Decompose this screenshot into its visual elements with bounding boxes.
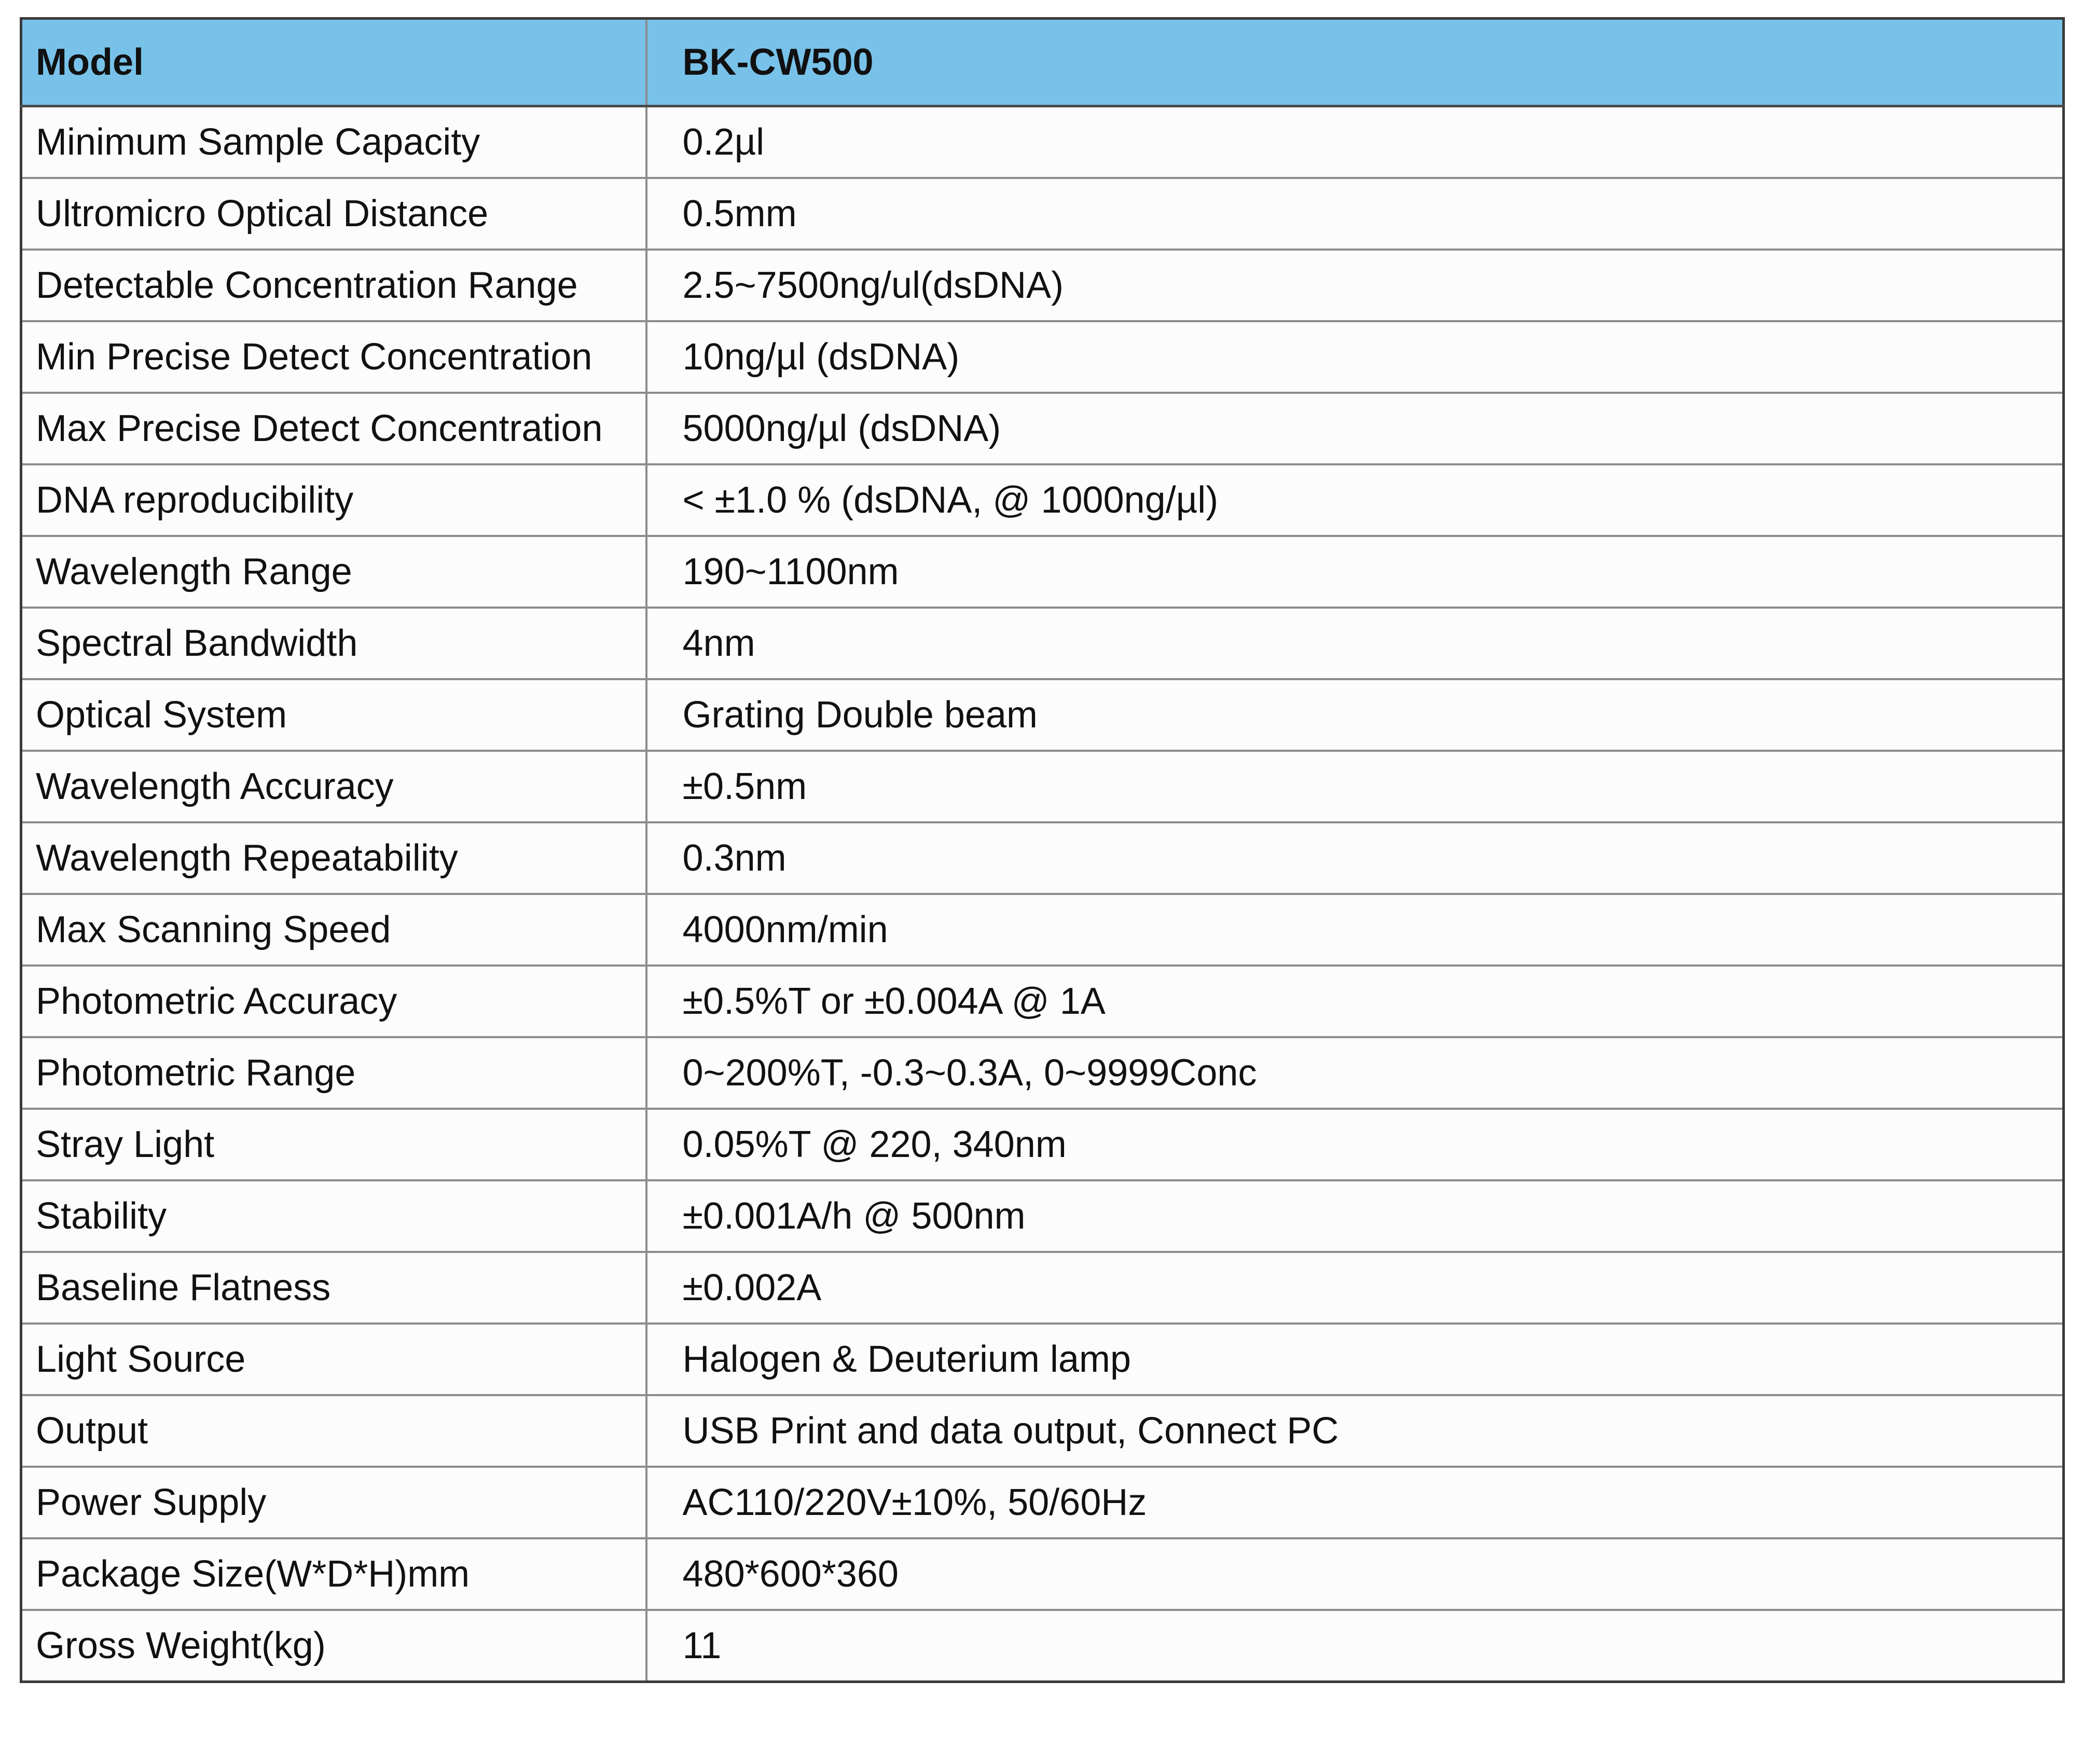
row-label: Wavelength Range [21, 536, 646, 608]
row-label: Optical System [21, 679, 646, 751]
row-label: Package Size(W*D*H)mm [21, 1538, 646, 1610]
row-label: Power Supply [21, 1467, 646, 1538]
row-value: Grating Double beam [646, 679, 2064, 751]
row-label: Max Scanning Speed [21, 894, 646, 966]
row-value: USB Print and data output, Connect PC [646, 1395, 2064, 1467]
row-label: Spectral Bandwidth [21, 608, 646, 679]
table-row [21, 679, 2064, 751]
row-value: ±0.002A [646, 1252, 2064, 1324]
table-row [21, 106, 2064, 178]
header-label: Model [21, 19, 646, 106]
row-label: Detectable Concentration Range [21, 250, 646, 321]
header-value: BK-CW500 [646, 19, 2064, 106]
table-row [21, 321, 2064, 393]
table-row [21, 1538, 2064, 1610]
row-value: 0.2µl [646, 106, 2064, 178]
row-label: Wavelength Repeatability [21, 822, 646, 894]
row-value: 0.5mm [646, 178, 2064, 250]
specification-table [20, 17, 2065, 1683]
table-row [21, 178, 2064, 250]
table-row [21, 393, 2064, 464]
table-header [21, 19, 2064, 106]
header-row [21, 19, 2064, 106]
row-value: 0.05%T @ 220, 340nm [646, 1109, 2064, 1180]
table-row [21, 1610, 2064, 1682]
row-value: ±0.5%T or ±0.004A @ 1A [646, 966, 2064, 1037]
table-row [21, 536, 2064, 608]
table-row [21, 1324, 2064, 1395]
table-row [21, 1037, 2064, 1109]
row-value: 190~1100nm [646, 536, 2064, 608]
table-row [21, 1109, 2064, 1180]
row-value: AC110/220V±10%, 50/60Hz [646, 1467, 2064, 1538]
table-body [21, 106, 2064, 1682]
table-row [21, 464, 2064, 536]
row-label: Wavelength Accuracy [21, 751, 646, 822]
row-value: 2.5~7500ng/ul(dsDNA) [646, 250, 2064, 321]
table-row [21, 608, 2064, 679]
row-label: Min Precise Detect Concentration [21, 321, 646, 393]
row-value: 4nm [646, 608, 2064, 679]
row-value: 0.3nm [646, 822, 2064, 894]
row-label: Baseline Flatness [21, 1252, 646, 1324]
row-value: ±0.5nm [646, 751, 2064, 822]
row-label: Output [21, 1395, 646, 1467]
table-row [21, 250, 2064, 321]
row-label: Light Source [21, 1324, 646, 1395]
row-label: Photometric Range [21, 1037, 646, 1109]
table-row [21, 1252, 2064, 1324]
row-label: Stray Light [21, 1109, 646, 1180]
row-value: 5000ng/µl (dsDNA) [646, 393, 2064, 464]
row-value: < ±1.0 % (dsDNA, @ 1000ng/µl) [646, 464, 2064, 536]
table-row [21, 966, 2064, 1037]
table-row [21, 1395, 2064, 1467]
table-row [21, 751, 2064, 822]
row-value: 4000nm/min [646, 894, 2064, 966]
row-label: Photometric Accuracy [21, 966, 646, 1037]
row-label: Max Precise Detect Concentration [21, 393, 646, 464]
row-label: DNA reproducibility [21, 464, 646, 536]
row-label: Stability [21, 1180, 646, 1252]
row-label: Minimum Sample Capacity [21, 106, 646, 178]
table-row [21, 894, 2064, 966]
table-row [21, 1180, 2064, 1252]
table-row [21, 822, 2064, 894]
row-value: 0~200%T, -0.3~0.3A, 0~9999Conc [646, 1037, 2064, 1109]
row-value: 480*600*360 [646, 1538, 2064, 1610]
row-value: Halogen & Deuterium lamp [646, 1324, 2064, 1395]
row-value: ±0.001A/h @ 500nm [646, 1180, 2064, 1252]
row-value: 11 [646, 1610, 2064, 1682]
row-value: 10ng/µl (dsDNA) [646, 321, 2064, 393]
row-label: Gross Weight(kg) [21, 1610, 646, 1682]
table-row [21, 1467, 2064, 1538]
row-label: Ultromicro Optical Distance [21, 178, 646, 250]
